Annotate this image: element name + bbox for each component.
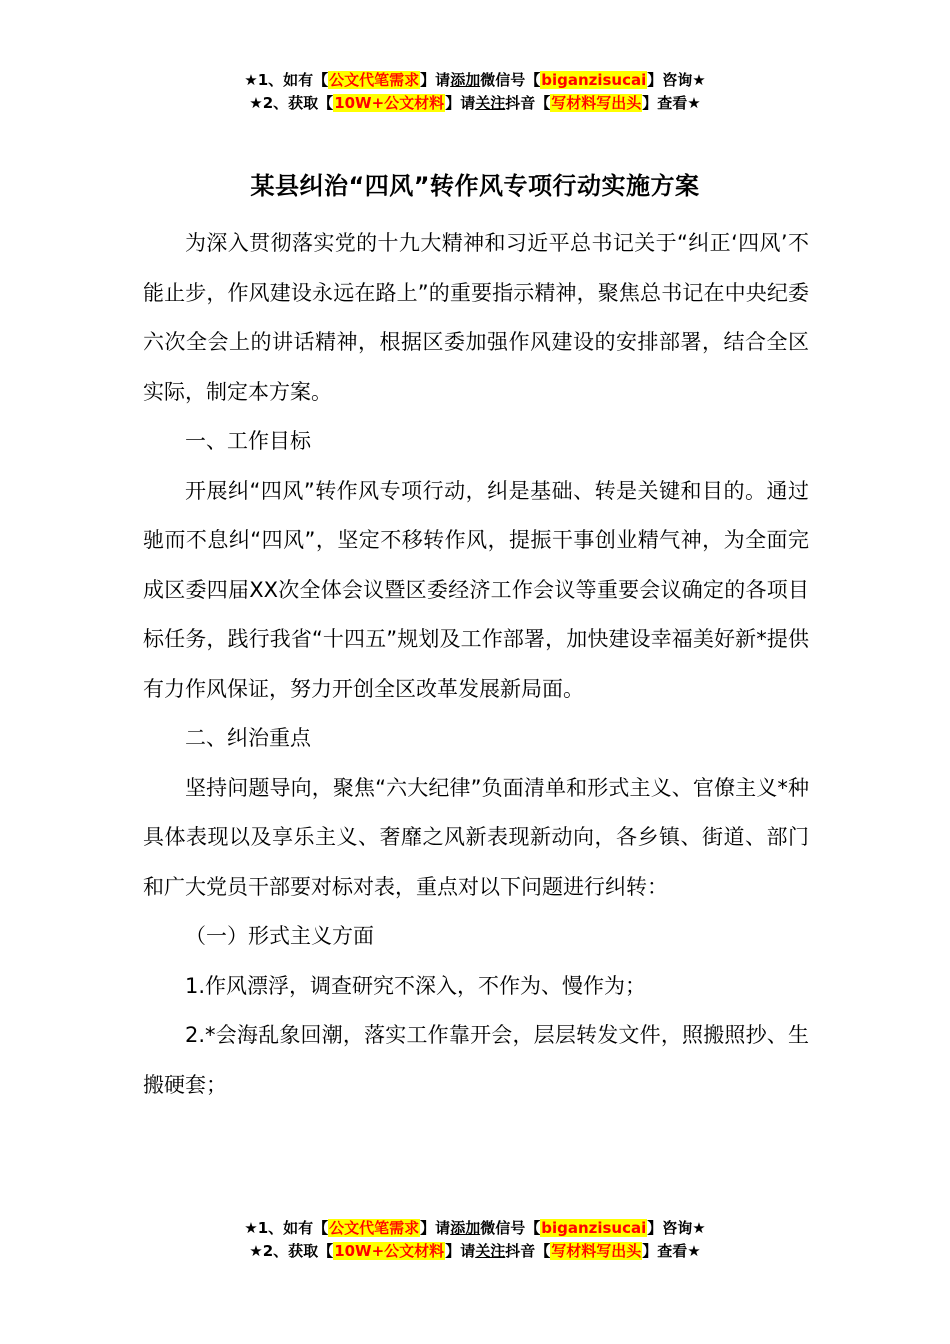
document-title: 某县纠治“四风”转作风专项行动实施方案 [250,172,700,201]
footer-banner [0,1217,950,1263]
banner-highlight: 公文代笔需求 [329,71,420,89]
header-banner [0,69,950,115]
banner-line-1: ★1、如有【公文代笔需求】请添加微信号【biganzisucai】咨询★ [244,71,706,89]
document-body [143,219,809,1110]
section-heading: 一、工作目标 [185,429,311,453]
banner-highlight: 写材料写出头 [551,94,642,112]
banner-highlight: 公文代笔需求 [329,1219,420,1237]
banner-line-1: ★1、如有【公文代笔需求】请添加微信号【biganzisucai】咨询★ [244,1219,706,1237]
list-item: 2.*会海乱象回潮，落实工作靠开会，层层转发文件，照搬照抄、生搬硬套； [143,1023,809,1097]
banner-highlight: 写材料写出头 [551,1242,642,1260]
body-paragraph: 开展纠“四风”转作风专项行动，纠是基础、转是关键和目的。通过驰而不息纠“四风”，坚定不移转作风，提振干事创业精气神，为全面完成区委四届XX次全体会议暨区委经济工作会议等重要会议确定的各项目标任务，践行我省“十四五”规划及工作部署，加快建设幸福美好新*提供有力作风保证，努力开创全区改革发展新局面。 [143,478,809,701]
body-paragraph: 坚持问题导向，聚焦“六大纪律”负面清单和形式主义、官僚主义*种具体表现以及享乐主义、奢靡之风新表现新动向，各乡镇、街道、部门和广大党员干部要对标对表，重点对以下问题进行纠转： [143,775,809,899]
intro-paragraph: 为深入贯彻落实党的十九大精神和习近平总书记关于“纠正‘四风’不能止步，作风建设永远在路上”的重要指示精神，聚焦总书记在中央纪委六次全会上的讲话精神，根据区委加强作风建设的安排部署，结合全区实际，制定本方案。 [143,231,809,404]
banner-highlight: 10W+公文材料 [334,94,445,112]
section-heading: 二、纠治重点 [185,726,311,750]
banner-highlight: biganzisucai [541,1219,647,1237]
banner-highlight: 10W+公文材料 [334,1242,445,1260]
list-item: 1.作风漂浮，调查研究不深入，不作为、慢作为； [185,973,647,998]
banner-line-2: ★2、获取【10W+公文材料】请关注抖音【写材料写出头】查看★ [249,1242,701,1260]
banner-highlight: biganzisucai [541,71,647,89]
subsection-heading: （一）形式主义方面 [185,924,374,948]
banner-line-2: ★2、获取【10W+公文材料】请关注抖音【写材料写出头】查看★ [249,94,701,112]
